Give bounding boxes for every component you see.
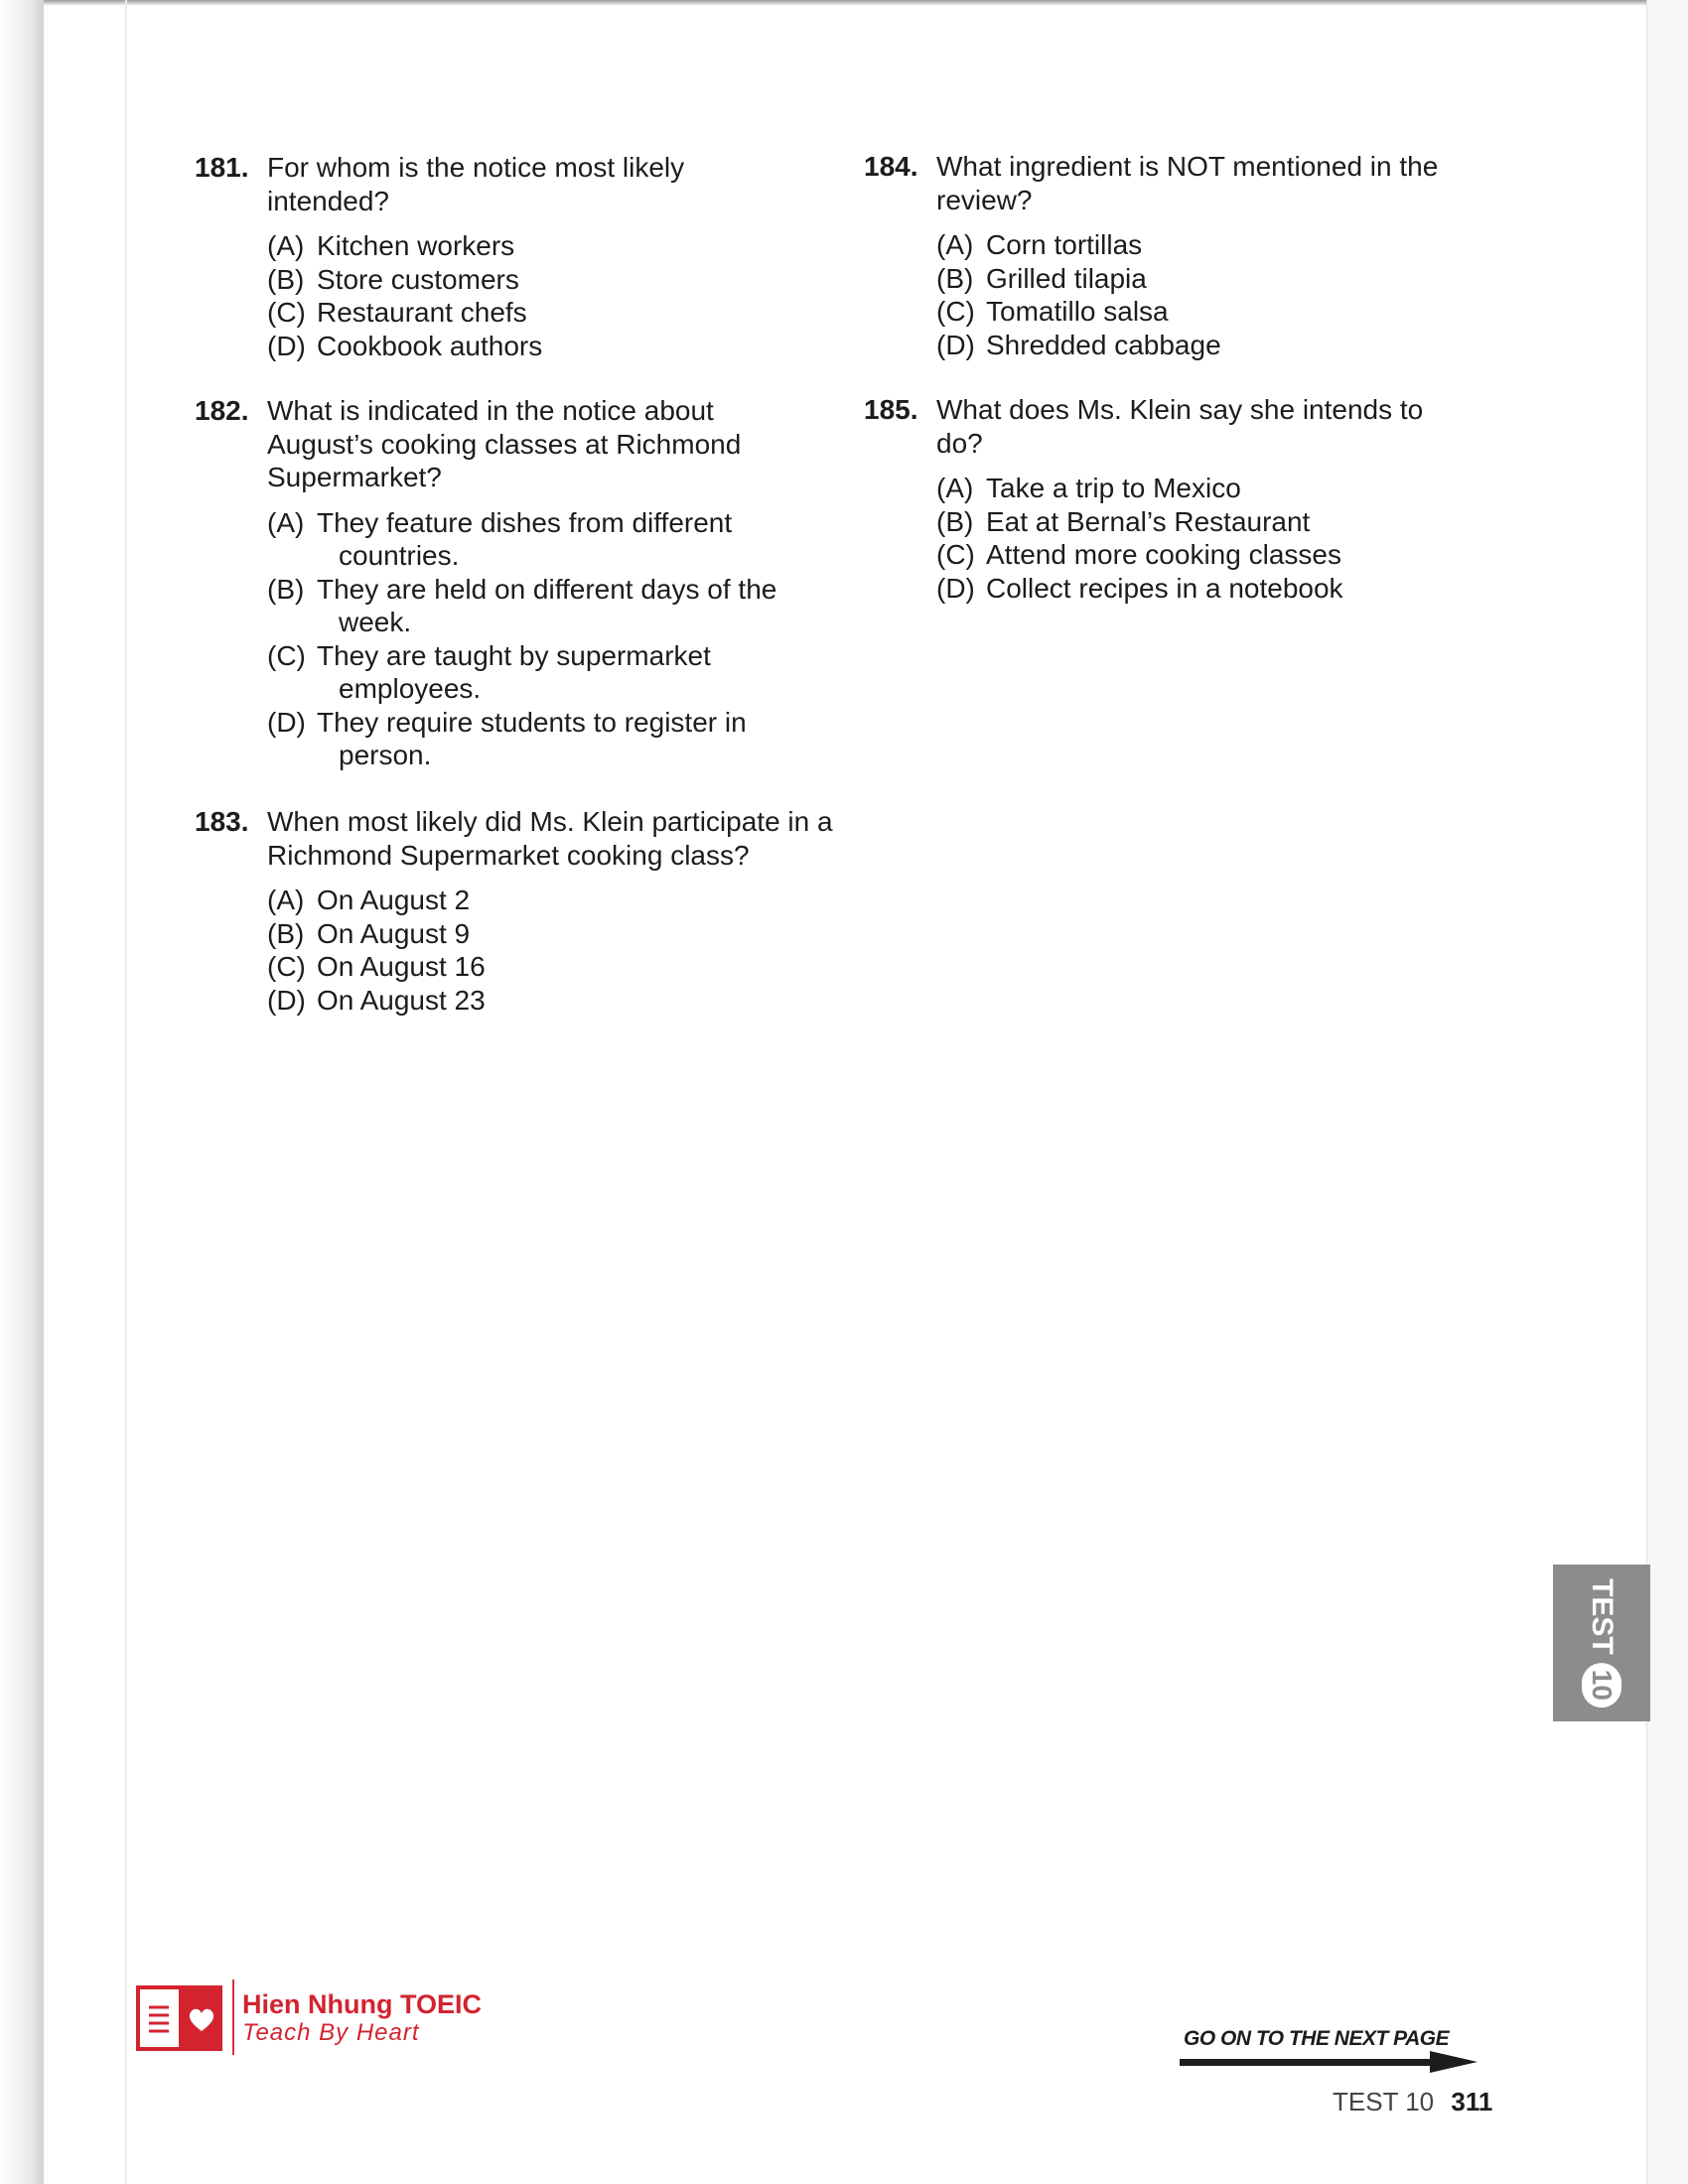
question-184: [864, 150, 1453, 361]
question-181: [195, 151, 724, 362]
question-stem: For whom is the notice most likely intended?: [267, 152, 685, 216]
option-b[interactable]: (B) On August 9: [267, 917, 471, 949]
answer-options: [267, 884, 843, 1017]
option-b[interactable]: (B) Grilled tilapia: [936, 262, 1147, 294]
top-shadow: [44, 0, 1646, 6]
question-stem: What is indicated in the notice about August’s cooking classes at Richmond Supermarket?: [267, 395, 742, 492]
option-d[interactable]: (D) They require students to register in person.: [267, 706, 747, 770]
option-c[interactable]: (C) Attend more cooking classes: [936, 539, 1341, 570]
test-tab-label: TEST: [1586, 1578, 1618, 1655]
question-number: 183.: [195, 806, 249, 837]
logo-tagline: Teach By Heart: [242, 2019, 420, 2046]
option-d[interactable]: (D) On August 23: [267, 984, 486, 1016]
question-number: 185.: [864, 394, 918, 425]
go-on-text: GO ON TO THE NEXT PAGE: [1184, 2027, 1450, 2050]
option-b[interactable]: (B) Store customers: [267, 263, 519, 295]
option-a[interactable]: (A) On August 2: [267, 885, 471, 915]
option-d[interactable]: (D) Cookbook authors: [267, 330, 543, 361]
option-c[interactable]: (C) On August 16: [267, 951, 486, 982]
option-c[interactable]: (C) They are taught by supermarket employees.: [267, 639, 711, 704]
test-tab-content: [1582, 1578, 1621, 1707]
book-heart-logo-icon: [135, 1979, 226, 2055]
option-a[interactable]: (A) They feature dishes from different countries.: [267, 506, 733, 571]
page-number: 311: [1451, 2087, 1493, 2116]
option-c[interactable]: (C) Tomatillo salsa: [936, 296, 1169, 327]
binding-fold: [125, 0, 127, 2184]
answer-options: [267, 229, 724, 362]
footer-test-label: TEST 10: [1333, 2087, 1435, 2116]
question-stem: What ingredient is NOT mentioned in the review?: [936, 151, 1439, 215]
test-tab-number: 10: [1582, 1663, 1621, 1707]
answer-options: [267, 506, 823, 772]
right-arrow-icon: [1180, 2051, 1477, 2073]
question-number: 184.: [864, 151, 918, 182]
option-d[interactable]: (D) Collect recipes in a notebook: [936, 572, 1343, 604]
brand-logo: [135, 1979, 532, 2055]
answer-options: [936, 472, 1443, 605]
logo-title: Hien Nhung TOEIC: [242, 1989, 482, 2019]
question-number: 181.: [195, 152, 249, 183]
option-a[interactable]: (A) Corn tortillas: [936, 229, 1143, 260]
question-182: [195, 394, 823, 772]
option-c[interactable]: (C) Restaurant chefs: [267, 297, 527, 328]
page-right-edge: [1646, 0, 1688, 2184]
question-185: [864, 393, 1443, 605]
answer-options: [936, 228, 1453, 361]
option-b[interactable]: (B) Eat at Bernal’s Restaurant: [936, 505, 1311, 537]
question-stem: What does Ms. Klein say she intends to do?: [936, 394, 1424, 459]
question-number: 182.: [195, 395, 249, 426]
logo-divider: [232, 1979, 234, 2055]
page-footer: [1333, 2087, 1492, 2117]
question-183: [195, 805, 843, 1017]
test-side-tab: [1553, 1565, 1650, 1721]
question-stem: When most likely did Ms. Klein participate in a Richmond Supermarket cooking class?: [267, 806, 833, 871]
page-left-edge: [0, 0, 44, 2184]
option-a[interactable]: (A) Kitchen workers: [267, 230, 515, 261]
option-d[interactable]: (D) Shredded cabbage: [936, 329, 1221, 360]
go-on-indicator: [1180, 2023, 1477, 2073]
option-a[interactable]: (A) Take a trip to Mexico: [936, 473, 1241, 503]
option-b[interactable]: (B) They are held on different days of the week.: [267, 573, 777, 637]
